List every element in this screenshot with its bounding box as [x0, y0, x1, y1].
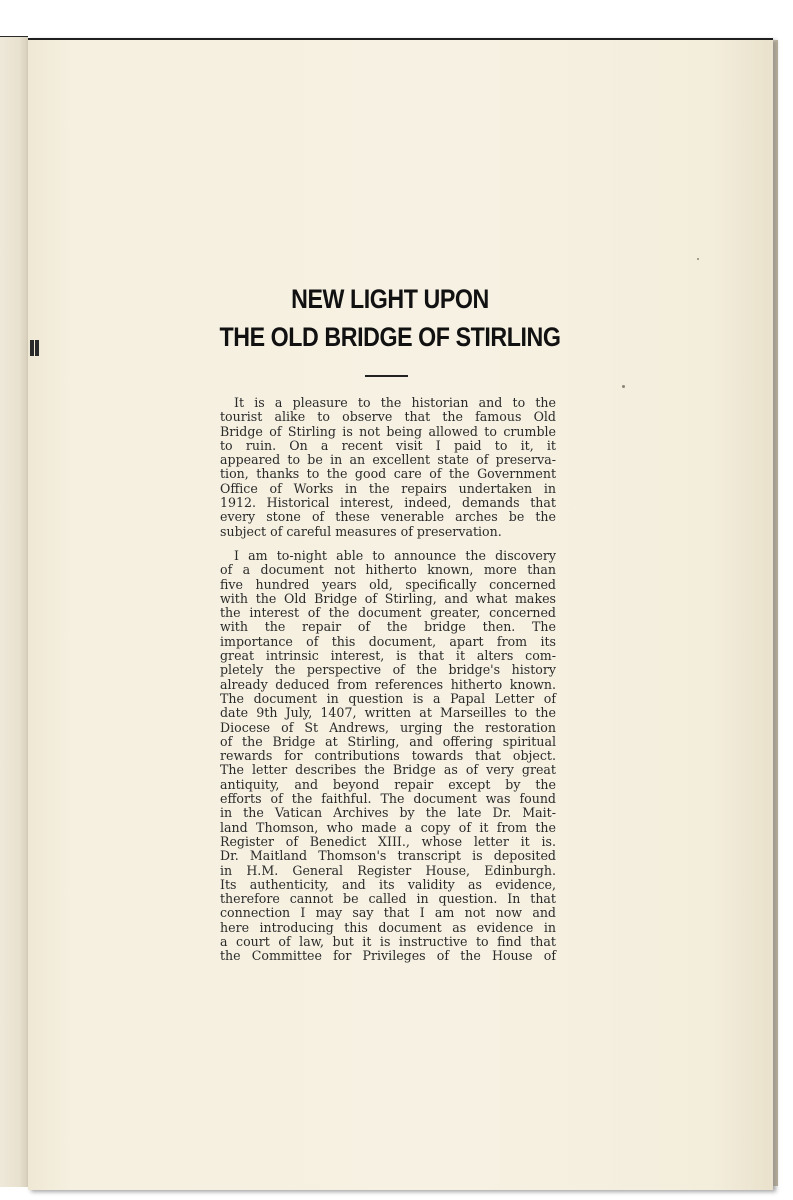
text-line: The letter describes the Bridge as of very great [220, 762, 556, 778]
text-line: therefore cannot be called in question. In that [220, 891, 556, 907]
page-title-line-2: THE OLD BRIDGE OF STIRLING [219, 322, 561, 352]
text-line: every stone of these venerable arches be the [220, 509, 556, 525]
text-line: pletely the perspective of the bridge's history [220, 662, 556, 678]
text-line: of the Bridge at Stirling, and offering spiritual [220, 733, 556, 749]
staple-mark [30, 340, 34, 356]
article-body [220, 396, 556, 964]
text-line: great intrinsic interest, is that it alters com- [220, 648, 556, 664]
text-line: the Committee for Privileges of the House of [220, 948, 556, 964]
text-line: Office of Works in the repairs undertaken in [220, 480, 556, 496]
paper-speck [622, 385, 625, 388]
page-title-line-1: NEW LIGHT UPON [291, 284, 489, 314]
text-line: importance of this document, apart from its [220, 633, 556, 649]
paper-speck [697, 258, 699, 260]
text-line: 1912. Historical interest, indeed, demands that [220, 495, 556, 511]
text-line: here introducing this document as evidence in [220, 919, 556, 935]
text-line: Its authenticity, and its validity as evidence, [220, 876, 556, 892]
facing-page-edge [0, 36, 28, 1187]
text-line: Register of Benedict XIII., whose letter it is. [220, 833, 556, 849]
text-line: a court of law, but it is instructive to find that [220, 933, 556, 949]
title-divider [365, 375, 408, 377]
text-line: to ruin. On a recent visit I paid to it, it [220, 437, 556, 453]
text-line: in H.M. General Register House, Edinburgh. [220, 862, 556, 878]
text-line: I am to-night able to announce the discovery [234, 547, 556, 563]
text-line: tion, thanks to the good care of the Government [220, 466, 556, 482]
text-line: antiquity, and beyond repair except by the [220, 776, 556, 792]
text-line: efforts of the faithful. The document was found [220, 791, 556, 807]
text-line: the interest of the document greater, concerned [220, 605, 556, 621]
text-line: with the repair of the bridge then. The [220, 619, 556, 635]
text-line: Diocese of St Andrews, urging the restoration [220, 719, 556, 735]
text-line: in the Vatican Archives by the late Dr. Mait- [220, 805, 556, 821]
text-line: It is a pleasure to the historian and to the [234, 395, 556, 410]
staple-mark [35, 340, 39, 356]
text-line: appeared to be in an excellent state of preserva- [220, 452, 556, 468]
text-line: tourist alike to observe that the famous Old [220, 409, 556, 425]
text-line: five hundred years old, specifically concerned [220, 576, 556, 592]
text-line: rewards for contributions towards that object. [220, 748, 556, 764]
text-line: with the Old Bridge of Stirling, and what makes [220, 590, 556, 606]
text-line: subject of careful measures of preservation. [220, 523, 502, 539]
text-line: land Thomson, who made a copy of it from the [220, 819, 556, 835]
text-line: The document in question is a Papal Letter of [220, 690, 556, 706]
paragraph-1 [220, 396, 556, 539]
text-line: Dr. Maitland Thomson's transcript is deposited [220, 848, 556, 864]
text-line: connection I may say that I am not now and [220, 905, 556, 921]
text-line: Bridge of Stirling is not being allowed to crumble [220, 423, 556, 439]
paragraph-2 [220, 549, 556, 964]
text-line: already deduced from references hitherto known. [220, 676, 556, 692]
text-line: date 9th July, 1407, written at Marseilles to the [220, 705, 556, 721]
text-line: of a document not hitherto known, more than [220, 562, 556, 578]
